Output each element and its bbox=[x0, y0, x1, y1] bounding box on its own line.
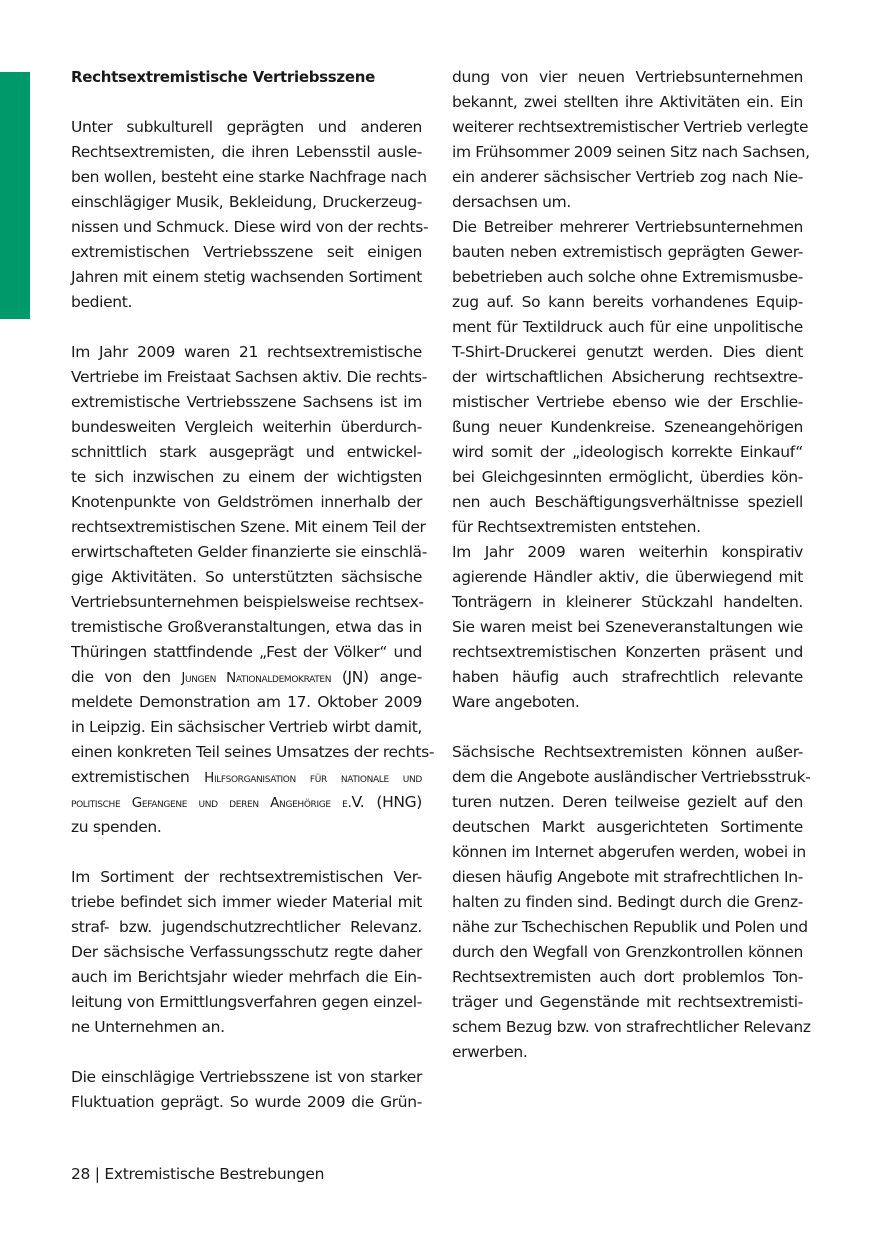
chapter-color-tab bbox=[0, 72, 30, 319]
text-line: können im Internet abgerufen werden, wobei in bbox=[452, 843, 806, 861]
page-number: 28 bbox=[71, 1165, 91, 1183]
text-line: der wirtschaftlichen Absicherung rechtsextre- bbox=[452, 368, 803, 386]
text-line: triebe befindet sich immer wieder Material mit bbox=[71, 893, 422, 911]
text-line: dersachsen um. bbox=[452, 193, 571, 211]
text-line: Unter subkulturell geprägten und anderen bbox=[71, 118, 422, 136]
text-line: bundesweiten Vergleich weiterhin überdurch- bbox=[71, 418, 422, 436]
text-line: zu spenden. bbox=[71, 818, 162, 836]
text-line: turen nutzen. Deren teilweise gezielt auf den bbox=[452, 793, 803, 811]
footer-section-title: Extremistische Bestrebungen bbox=[104, 1165, 325, 1183]
text-line: Sie waren meist bei Szeneveranstaltungen wie bbox=[452, 618, 803, 636]
text-line: Im Jahr 2009 waren 21 rechtsextremistische bbox=[71, 343, 422, 361]
text-line: Die Betreiber mehrerer Vertriebsunternehmen bbox=[452, 218, 803, 236]
paragraph-subculture-demand bbox=[71, 115, 429, 315]
text-line: einen konkreten Teil seines Umsatzes der rechts- bbox=[71, 743, 435, 761]
text-line: auch im Berichtsjahr wieder mehrfach die Ein- bbox=[71, 968, 422, 986]
text-line: dem die Angebote ausländischer Vertriebsstruk- bbox=[452, 768, 811, 786]
text-line: schem Bezug bzw. von strafrechtlicher Relevanz bbox=[452, 1018, 811, 1036]
text-line: bebetrieben auch solche ohne Extremismusbe- bbox=[452, 268, 804, 286]
text-line: ne Unternehmen an. bbox=[71, 1018, 225, 1036]
text-line: Knotenpunkte von Geldströmen innerhalb der bbox=[71, 493, 422, 511]
text-line: Sächsische Rechtsextremisten können außer- bbox=[452, 743, 803, 761]
paragraph-conspiratorial-dealers bbox=[452, 540, 803, 715]
text-line: nähe zur Tschechischen Republik und Polen und bbox=[452, 918, 808, 936]
text-line: bekannt, zwei stellten ihre Aktivitäten ein. Ein bbox=[452, 93, 803, 111]
text-line: meldete Demonstration am 17. Oktober 2009 bbox=[71, 693, 422, 711]
text-line: die von den Jungen Nationaldemokraten (JN) ange- bbox=[71, 668, 422, 686]
text-line: tremistische Großveranstaltungen, etwa das in bbox=[71, 618, 422, 636]
text-line: nissen und Schmuck. Diese wird von der rechts- bbox=[71, 218, 429, 236]
text-line: Ware angeboten. bbox=[452, 693, 580, 711]
text-line: wird somit der „ideologisch korrekte Einkauf“ bbox=[452, 443, 803, 461]
text-line: extremistischen Hilfsorganisation für nationale und bbox=[71, 768, 422, 786]
text-line: gige Aktivitäten. So unterstützten sächsische bbox=[71, 568, 422, 586]
text-line: T-Shirt-Druckerei genutzt werden. Dies dient bbox=[452, 343, 803, 361]
right-column bbox=[452, 65, 811, 1065]
text-line: agierende Händler aktiv, die überwiegend mit bbox=[452, 568, 803, 586]
text-line: Die einschlägige Vertriebsszene ist von starker bbox=[71, 1068, 422, 1086]
text-line: diesen häufig Angebote mit strafrechtlichen In- bbox=[452, 868, 803, 886]
paragraph-fluctuation bbox=[71, 1065, 422, 1115]
text-line: politische Gefangene und deren Angehörige e.V. (HNG) bbox=[71, 793, 423, 811]
organization-name-jn: Jungen Nationaldemokraten bbox=[181, 670, 332, 686]
footer-separator: | bbox=[94, 1165, 100, 1183]
text-line: bei Gleichgesinnten ermöglicht, überdies kön- bbox=[452, 468, 803, 486]
text-line: träger und Gegenstände mit rechtsextremisti- bbox=[452, 993, 803, 1011]
text-line: extremistische Vertriebsszene Sachsens ist im bbox=[71, 393, 422, 411]
text-line: erwirtschafteten Gelder finanzierte sie einschlä- bbox=[71, 543, 427, 561]
text-line: in Leipzig. Ein sächsischer Vertrieb wirbt damit, bbox=[71, 718, 422, 736]
paragraph-founding-continued bbox=[452, 65, 810, 215]
text-line: zug auf. So kann bereits vorhandenes Equip- bbox=[452, 293, 803, 311]
text-line: haben häufig auch strafrechtlich relevante bbox=[452, 668, 803, 686]
text-line: Tonträgern in kleinerer Stückzahl handelten. bbox=[452, 593, 803, 611]
page-footer bbox=[71, 1162, 324, 1187]
text-line: te sich inzwischen zu einem der wichtigsten bbox=[71, 468, 422, 486]
left-column bbox=[71, 65, 435, 1115]
text-line: dung von vier neuen Vertriebsunternehmen bbox=[452, 68, 803, 86]
text-line: Der sächsische Verfassungsschutz regte daher bbox=[71, 943, 422, 961]
text-line: nen auch Beschäftigungsverhältnisse speziell bbox=[452, 493, 803, 511]
text-line: Vertriebsunternehmen beispielsweise rechtsex- bbox=[71, 593, 424, 611]
text-line: Im Jahr 2009 waren weiterhin konspirativ bbox=[452, 543, 803, 561]
organization-name-hng-cont: politische Gefangene und deren Angehörige e. bbox=[71, 795, 352, 811]
text-line: Rechtsextremisten, die ihren Lebensstil ausle- bbox=[71, 143, 422, 161]
text-line: straf- bzw. jugendschutzrechtlicher Relevanz. bbox=[71, 918, 422, 936]
text-line: schnittlich stark ausgeprägt und entwickel- bbox=[71, 443, 422, 461]
text-line: leitung von Ermittlungsverfahren gegen einzel- bbox=[71, 993, 422, 1011]
text-line: ein anderer sächsischer Vertrieb zog nach Nie- bbox=[452, 168, 803, 186]
text-line: rechtsextremistischen Konzerten präsent und bbox=[452, 643, 803, 661]
text-line: einschlägiger Musik, Bekleidung, Druckerzeug- bbox=[71, 193, 422, 211]
text-line: ment für Textildruck auch für eine unpolitische bbox=[452, 318, 803, 336]
text-line: Rechtsextremisten auch dort problemlos Ton- bbox=[452, 968, 803, 986]
text-line: Fluktuation geprägt. So wurde 2009 die Grün- bbox=[71, 1093, 422, 1111]
text-line: im Frühsommer 2009 seinen Sitz nach Sachsen, bbox=[452, 143, 810, 161]
text-line: Im Sortiment der rechtsextremistischen Ver- bbox=[71, 868, 422, 886]
text-line: Thüringen stattfindende „Fest der Völker“ und bbox=[71, 643, 422, 661]
text-line: durch den Wegfall von Grenzkontrollen können bbox=[452, 943, 803, 961]
text-line: deutschen Markt ausgerichteten Sortimente bbox=[452, 818, 803, 836]
text-line: ben wollen, besteht eine starke Nachfrage nach bbox=[71, 168, 427, 186]
text-line: weiterer rechtsextremistischer Vertrieb verlegte bbox=[452, 118, 809, 136]
text-line: erwerben. bbox=[452, 1043, 528, 1061]
text-line: bedient. bbox=[71, 293, 133, 311]
text-line: extremistischen Vertriebsszene seit einigen bbox=[71, 243, 422, 261]
organization-name-hng: Hilfsorganisation für nationale und bbox=[204, 770, 422, 786]
paragraph-operators bbox=[452, 215, 803, 540]
text-line: rechtsextremistischen Szene. Mit einem Teil der bbox=[71, 518, 426, 536]
text-line: mistischer Vertriebe ebenso wie der Erschlie- bbox=[452, 393, 803, 411]
text-line: Vertriebe im Freistaat Sachsen aktiv. Die rechts- bbox=[71, 368, 427, 386]
text-line: bauten neben extremistisch geprägten Gewer- bbox=[452, 243, 803, 261]
paragraph-foreign-structures bbox=[452, 740, 811, 1065]
section-heading: Rechtsextremistische Vertriebsszene bbox=[71, 68, 375, 86]
paragraph-distributors-2009 bbox=[71, 340, 435, 840]
text-line: ßung neuer Kundenkreise. Szeneangehörigen bbox=[452, 418, 803, 436]
text-line: halten zu finden sind. Bedingt durch die Grenz- bbox=[452, 893, 803, 911]
text-line: Jahren mit einem stetig wachsenden Sortiment bbox=[71, 268, 422, 286]
text-line: für Rechtsextremisten entstehen. bbox=[452, 518, 701, 536]
paragraph-criminal-material bbox=[71, 865, 422, 1040]
